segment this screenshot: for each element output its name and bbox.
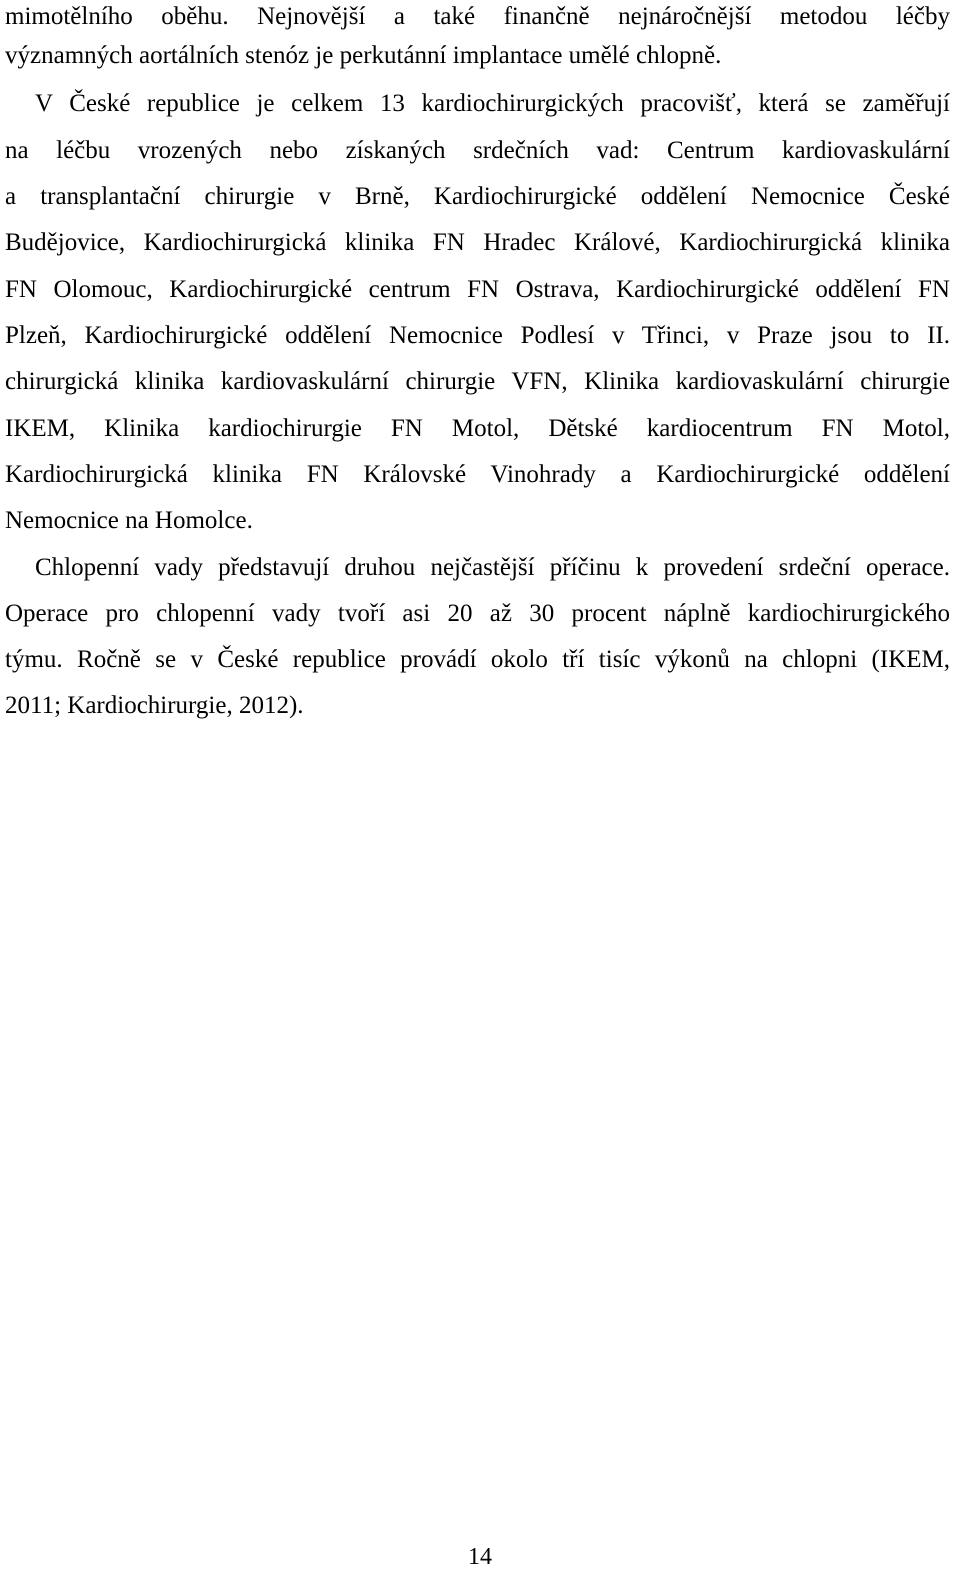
text-line: Budějovice, Kardiochirurgická klinika FN Hradec Králové, Kardiochirurgická klinika [5, 229, 950, 256]
text-line: Plzeň, Kardiochirurgické oddělení Nemocnice Podlesí v Třinci, v Praze jsou to II. [5, 322, 950, 349]
text-line: 2011; Kardiochirurgie, 2012). [5, 692, 304, 719]
text-line: IKEM, Klinika kardiochirurgie FN Motol, Dětské kardiocentrum FN Motol, [5, 415, 950, 442]
page-number: 14 [468, 1544, 492, 1570]
text-line: na léčbu vrozených nebo získaných srdečních vad: Centrum kardiovaskulární [5, 137, 950, 164]
text-line: mimotělního oběhu. Nejnovější a také finančně nejnáročnější metodou léčby [5, 3, 950, 30]
text-line: Nemocnice na Homolce. [5, 507, 253, 534]
text-line: Chlopenní vady představují druhou nejčastější příčinu k provedení srdeční operace. [35, 554, 950, 581]
text-line: Kardiochirurgická klinika FN Královské Vinohrady a Kardiochirurgické oddělení [5, 461, 950, 488]
text-line: týmu. Ročně se v České republice provádí okolo tří tisíc výkonů na chlopni (IKEM, [5, 646, 950, 673]
text-line: Operace pro chlopenní vady tvoří asi 20 až 30 procent náplně kardiochirurgického [5, 600, 950, 627]
text-line: FN Olomouc, Kardiochirurgické centrum FN Ostrava, Kardiochirurgické oddělení FN [5, 276, 950, 303]
text-line: významných aortálních stenóz je perkutánní implantace umělé chlopně. [5, 42, 722, 69]
text-line: chirurgická klinika kardiovaskulární chirurgie VFN, Klinika kardiovaskulární chirurgie [5, 368, 950, 395]
text-line: a transplantační chirurgie v Brně, Kardiochirurgické oddělení Nemocnice České [5, 183, 950, 210]
text-line: V České republice je celkem 13 kardiochirurgických pracovišť, která se zaměřují [35, 90, 950, 117]
